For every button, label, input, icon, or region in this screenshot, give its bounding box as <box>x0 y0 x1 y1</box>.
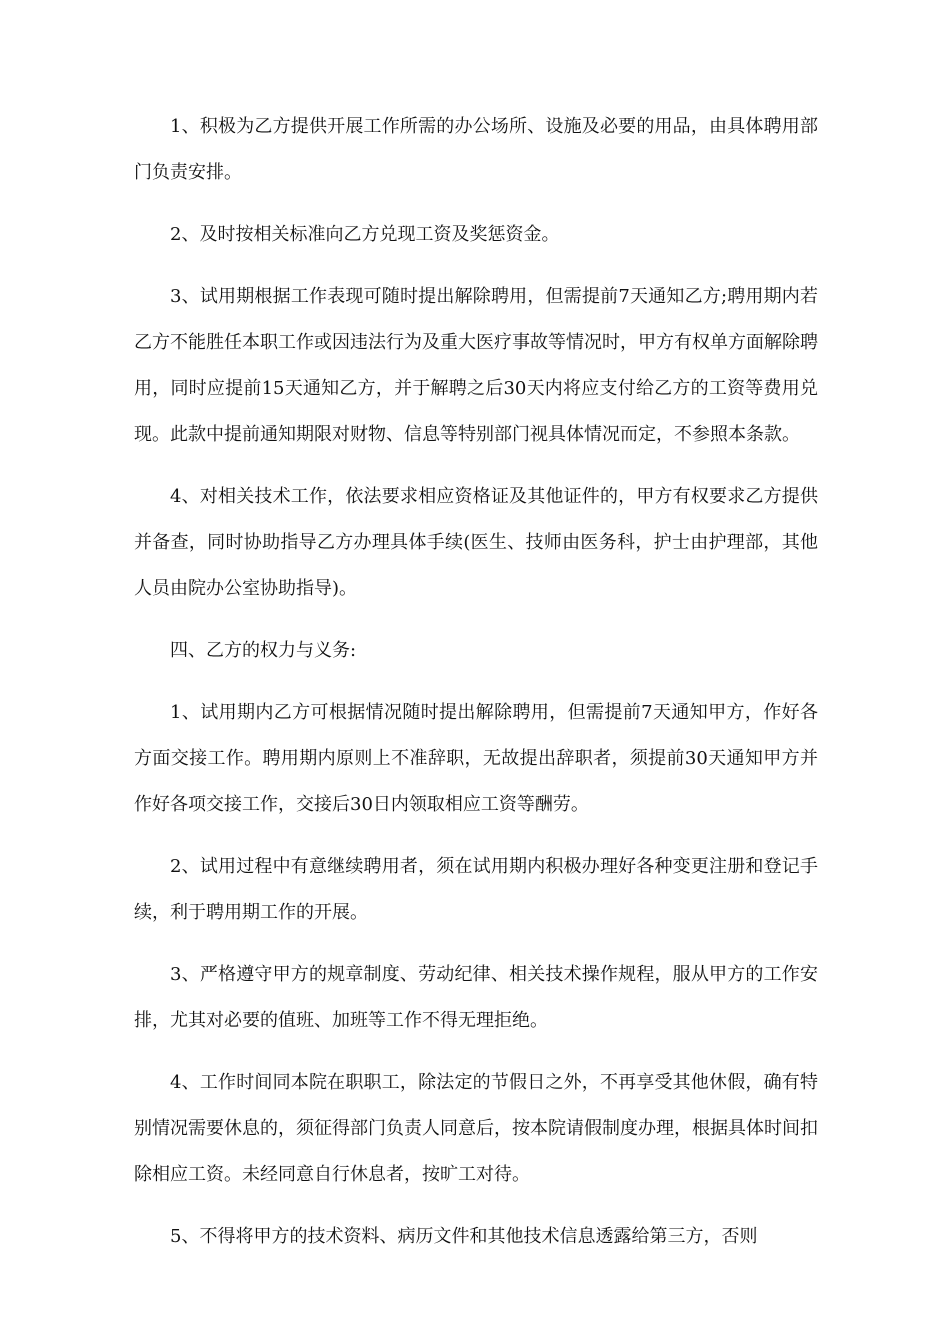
clause-paragraph: 4、对相关技术工作，依法要求相应资格证及其他证件的，甲方有权要求乙方提供并备查，同时协助指导乙方办理具体手续(医生、技师由医务科，护士由护理部，其他人员由院办公室协助指导)。 <box>134 486 818 599</box>
clause-paragraph: 2、及时按相关标准向乙方兑现工资及奖惩资金。 <box>170 224 560 245</box>
clause-paragraph: 4、工作时间同本院在职职工，除法定的节假日之外，不再享受其他休假，确有特别情况需要休息的，须征得部门负责人同意后，按本院请假制度办理，根据具体时间扣除相应工资。未经同意自行休息者，按旷工对待。 <box>134 1072 818 1185</box>
document-body <box>134 104 818 1276</box>
clause-paragraph: 3、试用期根据工作表现可随时提出解除聘用，但需提前7天通知乙方;聘用期内若乙方不能胜任本职工作或因违法行为及重大医疗事故等情况时，甲方有权单方面解除聘用，同时应提前15天通知乙方，并于解聘之后30天内将应支付给乙方的工资等费用兑现。此款中提前通知期限对财物、信息等特别部门视具体情况而定，不参照本条款。 <box>134 286 818 445</box>
clause-paragraph: 5、不得将甲方的技术资料、病历文件和其他技术信息透露给第三方，否则 <box>170 1226 758 1247</box>
clause-paragraph: 2、试用过程中有意继续聘用者，须在试用期内积极办理好各种变更注册和登记手续，利于聘用期工作的开展。 <box>134 856 818 923</box>
clause-paragraph: 3、严格遵守甲方的规章制度、劳动纪律、相关技术操作规程，服从甲方的工作安排，尤其对必要的值班、加班等工作不得无理拒绝。 <box>134 964 818 1031</box>
clause-paragraph: 1、试用期内乙方可根据情况随时提出解除聘用，但需提前7天通知甲方，作好各方面交接工作。聘用期内原则上不准辞职，无故提出辞职者，须提前30天通知甲方并作好各项交接工作，交接后30日内领取相应工资等酬劳。 <box>134 702 818 815</box>
section-heading: 四、乙方的权力与义务: <box>170 640 357 661</box>
clause-paragraph: 1、积极为乙方提供开展工作所需的办公场所、设施及必要的用品，由具体聘用部门负责安排。 <box>134 116 818 183</box>
